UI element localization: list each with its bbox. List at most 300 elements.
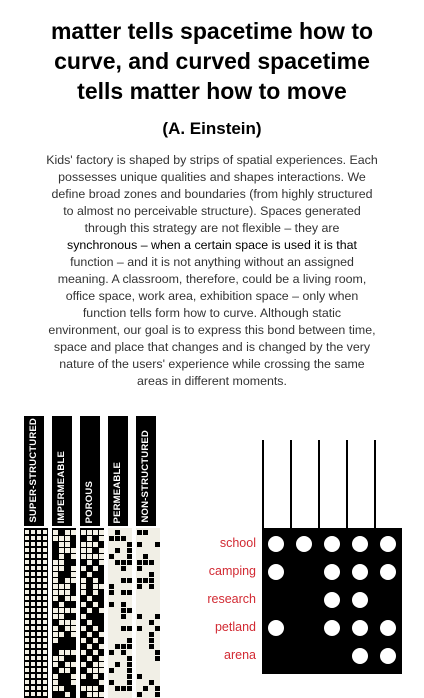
- strip-cell: [53, 536, 58, 541]
- strip-cell: [31, 674, 35, 678]
- strip-cell: [37, 620, 41, 624]
- strip-cell: [53, 626, 58, 631]
- strip-cell: [25, 572, 29, 576]
- strip-cell: [71, 680, 76, 685]
- strip-cell: [81, 614, 86, 619]
- body-paragraph: [10, 152, 414, 390]
- strip-cell: [121, 602, 126, 607]
- matrix-row-label: petland: [214, 620, 256, 634]
- strip-cell: [37, 632, 41, 636]
- strip-cell: [31, 620, 35, 624]
- strip-cell: [43, 572, 47, 576]
- strip-cell: [25, 674, 29, 678]
- strip-cell: [59, 548, 64, 553]
- matrix-dot: [380, 620, 396, 636]
- matrix-row-label: research: [207, 592, 256, 606]
- strip-cell: [149, 560, 154, 565]
- strip-cell: [43, 674, 47, 678]
- strip-cell: [59, 560, 64, 565]
- strip-cell: [65, 530, 70, 535]
- strip-cell: [149, 638, 154, 643]
- strip-cell: [25, 554, 29, 558]
- strip-cell: [59, 584, 64, 589]
- matrix-dot: [324, 620, 340, 636]
- strip-cell: [43, 530, 47, 534]
- strip-cell: [25, 626, 29, 630]
- strip-cell: [65, 548, 70, 553]
- strip-cell: [25, 536, 29, 540]
- body-line: Kids' factory is shaped by strips of spatial experiences. Each: [46, 153, 378, 167]
- strip-cell: [43, 578, 47, 582]
- strip-cell: [37, 668, 41, 672]
- strip-cell: [127, 674, 132, 679]
- strip-cell: [109, 554, 114, 559]
- strip-cell: [25, 668, 29, 672]
- strip-cell: [25, 548, 29, 552]
- matrix-dot: [380, 536, 396, 552]
- strip-cell: [93, 554, 98, 559]
- column-divider: [374, 440, 376, 528]
- matrix-dot: [352, 620, 368, 636]
- strip-cell: [99, 560, 104, 565]
- body-line: meaning. A classroom, therefore, could be a living room,: [57, 272, 367, 286]
- strip-cell: [37, 638, 41, 642]
- strip-cell: [37, 554, 41, 558]
- strip-cell: [115, 536, 120, 541]
- strip-cell: [43, 554, 47, 558]
- strip-cell: [127, 686, 132, 691]
- quote-author: (A. Einstein): [162, 119, 262, 138]
- matrix-dot: [352, 536, 368, 552]
- strip-cell: [31, 548, 35, 552]
- strip-cell: [81, 650, 86, 655]
- strip-cell: [87, 572, 92, 577]
- strip-cell: [43, 566, 47, 570]
- strip-cell: [149, 620, 154, 625]
- strip-cell: [37, 530, 41, 534]
- strip-cell: [59, 536, 64, 541]
- strip-cell: [31, 530, 35, 534]
- matrix-dot: [268, 564, 284, 580]
- strip-cell: [87, 536, 92, 541]
- strip-cell: [87, 632, 92, 637]
- body-line: space and place that changes and is changed by the very: [53, 340, 371, 354]
- body-line: environment, our goal is to express this bond between time,: [48, 323, 376, 337]
- strip-cell: [37, 650, 41, 654]
- strip-cell: [155, 614, 160, 619]
- strip-cell: [43, 692, 47, 696]
- strip-cell: [99, 530, 104, 535]
- strip-cell: [155, 626, 160, 631]
- strip-cell: [149, 644, 154, 649]
- strip-cell: [43, 614, 47, 618]
- strip-cell: [31, 560, 35, 564]
- strip-cell: [99, 644, 104, 649]
- strip-cell: [127, 680, 132, 685]
- strip-cell: [127, 668, 132, 673]
- strip-cell: [31, 536, 35, 540]
- strip-cell: [31, 638, 35, 642]
- strip-cell: [137, 626, 142, 631]
- strip-cell: [109, 590, 114, 595]
- strip-cell: [127, 560, 132, 565]
- strip-cell: [71, 530, 76, 535]
- strip-cell: [53, 530, 58, 535]
- strip-cell: [109, 650, 114, 655]
- strip-cell: [81, 674, 86, 679]
- strip-cell: [121, 686, 126, 691]
- strip-cell: [109, 584, 114, 589]
- strip-cell: [93, 602, 98, 607]
- strip-cell: [37, 566, 41, 570]
- strip-cell: [53, 578, 58, 583]
- strip-cell: [53, 686, 58, 691]
- strip-cell: [31, 632, 35, 636]
- strip-cell: [59, 632, 64, 637]
- column-divider: [262, 440, 264, 528]
- strip-cell: [59, 656, 64, 661]
- strip-cell: [25, 644, 29, 648]
- matrix-dot: [380, 564, 396, 580]
- strip-cell: [99, 608, 104, 613]
- strip-cell: [93, 530, 98, 535]
- strip-cell: [25, 602, 29, 606]
- strip-cell: [115, 686, 120, 691]
- strip-background: [24, 528, 48, 698]
- strip-cell: [25, 608, 29, 612]
- strip-cell: [25, 692, 29, 696]
- strip-cell: [25, 596, 29, 600]
- strip-label: POROUS: [84, 480, 95, 523]
- strip-cell: [71, 572, 76, 577]
- strip-cell: [53, 584, 58, 589]
- strip-cell: [31, 680, 35, 684]
- matrix-dot: [296, 536, 312, 552]
- strip-cell: [71, 674, 76, 679]
- strip-cell: [93, 674, 98, 679]
- strip-cell: [43, 644, 47, 648]
- strip-cell: [155, 692, 160, 697]
- strip-cell: [31, 572, 35, 576]
- body-line: office space, work area, exhibition space – only when: [65, 289, 359, 303]
- strip-cell: [149, 632, 154, 637]
- strip-cell: [81, 566, 86, 571]
- strip-cell: [59, 668, 64, 673]
- matrix-dot: [324, 592, 340, 608]
- matrix-dot: [380, 648, 396, 664]
- strip-cell: [93, 686, 98, 691]
- strip-cell: [43, 542, 47, 546]
- strip-cell: [115, 530, 120, 535]
- strip-cell: [37, 644, 41, 648]
- strip-cell: [53, 596, 58, 601]
- strip-cell: [93, 662, 98, 667]
- strip-cell: [31, 542, 35, 546]
- strip-cell: [81, 578, 86, 583]
- strip-cell: [37, 614, 41, 618]
- matrix-row-label: arena: [224, 648, 256, 662]
- strip-cell: [109, 602, 114, 607]
- strip-cell: [137, 692, 142, 697]
- strip-cell: [143, 686, 148, 691]
- strip-cell: [127, 542, 132, 547]
- strip-cell: [143, 560, 148, 565]
- strip-cell: [87, 620, 92, 625]
- body-line: to almost no perceivable structure). Spaces generated: [63, 204, 361, 218]
- strip-cell: [93, 668, 98, 673]
- strip-cell: [53, 560, 58, 565]
- strip-cell: [31, 686, 35, 690]
- strip-cell: [71, 596, 76, 601]
- strip-cell: [87, 692, 92, 697]
- strip-cell: [37, 692, 41, 696]
- matrix-dot: [268, 536, 284, 552]
- strip-cell: [25, 584, 29, 588]
- strip-cell: [137, 578, 142, 583]
- strip-cell: [65, 584, 70, 589]
- strip-cell: [87, 608, 92, 613]
- strip-cell: [87, 656, 92, 661]
- strip-header: [24, 416, 44, 526]
- body-line: synchronous – when a certain space is used it is that: [67, 238, 357, 252]
- strip-header: [52, 416, 72, 526]
- strip-cell: [31, 554, 35, 558]
- strip-cell: [53, 608, 58, 613]
- strip-cell: [31, 668, 35, 672]
- strip-cell: [81, 548, 86, 553]
- strip-cell: [121, 566, 126, 571]
- strip-header: [108, 416, 128, 526]
- strip-cell: [87, 542, 92, 547]
- body-line: function tells form how to curve. Although static: [82, 306, 342, 320]
- column-divider: [318, 440, 320, 528]
- strip-cell: [43, 620, 47, 624]
- strip-cell: [25, 620, 29, 624]
- strip-cell: [25, 632, 29, 636]
- strip-cell: [87, 668, 92, 673]
- strip-cell: [99, 656, 104, 661]
- strip-cell: [59, 554, 64, 559]
- strip-cell: [59, 542, 64, 547]
- strip-cell: [93, 650, 98, 655]
- strip-cell: [149, 578, 154, 583]
- strip-cell: [37, 656, 41, 660]
- strip-label: IMPERMEABLE: [56, 450, 67, 523]
- strip-cell: [53, 566, 58, 571]
- body-line: areas in different moments.: [137, 374, 287, 388]
- matrix-dot: [324, 536, 340, 552]
- strip-cell: [31, 644, 35, 648]
- strip-label: NON-STRUCTURED: [140, 430, 151, 523]
- quote-line: tells matter how to move: [77, 78, 347, 104]
- strip-cell: [109, 668, 114, 673]
- strip-cell: [65, 692, 70, 697]
- strip-cell: [43, 656, 47, 660]
- strip-cell: [25, 566, 29, 570]
- strip-cell: [37, 596, 41, 600]
- strip-cell: [53, 614, 58, 619]
- strip-cell: [155, 656, 160, 661]
- strip-cell: [65, 536, 70, 541]
- strip-cell: [121, 644, 126, 649]
- strip-cell: [155, 650, 160, 655]
- strip-cell: [37, 536, 41, 540]
- strip-cell: [71, 548, 76, 553]
- strip-cell: [25, 686, 29, 690]
- strip-cell: [37, 548, 41, 552]
- strip-cell: [25, 650, 29, 654]
- strip-cell: [127, 578, 132, 583]
- strip-cell: [37, 626, 41, 630]
- strip-cell: [59, 590, 64, 595]
- strip-cell: [99, 662, 104, 667]
- strip-cell: [99, 584, 104, 589]
- body-line: function – and it is not anything without an assigned: [70, 255, 354, 269]
- strip-cell: [53, 662, 58, 667]
- strip-cell: [71, 632, 76, 637]
- strip-cell: [37, 608, 41, 612]
- matrix-row-label: camping: [208, 564, 256, 578]
- strip-cell: [59, 620, 64, 625]
- strip-cell: [71, 620, 76, 625]
- strip-cell: [43, 632, 47, 636]
- strip-cell: [93, 626, 98, 631]
- strip-cell: [109, 680, 114, 685]
- strip-header: [136, 416, 156, 526]
- strip-cell: [65, 626, 70, 631]
- strip-cell: [99, 536, 104, 541]
- matrix-dot: [268, 620, 284, 636]
- strip-cell: [87, 596, 92, 601]
- strip-cell: [37, 584, 41, 588]
- strip-cell: [115, 662, 120, 667]
- strip-cell: [37, 578, 41, 582]
- strip-cell: [99, 680, 104, 685]
- strip-cell: [127, 590, 132, 595]
- strip-cell: [81, 554, 86, 559]
- strip-cell: [137, 584, 142, 589]
- strip-cell: [93, 578, 98, 583]
- strip-label: SUPER-STRUCTURED: [28, 418, 39, 523]
- strip-cell: [53, 674, 58, 679]
- strip-cell: [99, 632, 104, 637]
- strip-cell: [149, 584, 154, 589]
- strip-cell: [137, 560, 142, 565]
- strip-cell: [43, 662, 47, 666]
- strip-cell: [81, 590, 86, 595]
- strip-cell: [143, 530, 148, 535]
- strip-cell: [31, 602, 35, 606]
- strip-cell: [127, 638, 132, 643]
- strip-cell: [121, 560, 126, 565]
- strip-cell: [127, 608, 132, 613]
- strip-cell: [43, 584, 47, 588]
- strip-cell: [71, 566, 76, 571]
- strip-cell: [65, 668, 70, 673]
- strip-cell: [99, 554, 104, 559]
- strip-background: [136, 528, 160, 698]
- strip-cell: [37, 542, 41, 546]
- body-line: nature of the users' experience while crossing the same: [59, 357, 365, 371]
- strip-label: PERMEABLE: [112, 461, 123, 523]
- strip-cell: [65, 542, 70, 547]
- strip-header: [80, 416, 100, 526]
- strip-cell: [43, 548, 47, 552]
- strip-cell: [25, 656, 29, 660]
- strip-cell: [137, 530, 142, 535]
- matrix-dot: [352, 592, 368, 608]
- strip-cell: [71, 650, 76, 655]
- column-divider: [290, 440, 292, 528]
- strip-cell: [65, 578, 70, 583]
- strip-cell: [37, 662, 41, 666]
- strip-cell: [121, 650, 126, 655]
- strip-cell: [25, 590, 29, 594]
- strip-cell: [71, 554, 76, 559]
- strip-cell: [93, 692, 98, 697]
- strip-cell: [31, 608, 35, 612]
- strip-cell: [99, 692, 104, 697]
- strip-cell: [43, 650, 47, 654]
- strip-cell: [25, 560, 29, 564]
- strip-cell: [31, 596, 35, 600]
- strip-cell: [25, 638, 29, 642]
- strip-cell: [53, 632, 58, 637]
- strip-cell: [137, 566, 142, 571]
- strip-cell: [37, 686, 41, 690]
- matrix-dot: [352, 564, 368, 580]
- matrix-dot: [324, 564, 340, 580]
- strip-cell: [121, 626, 126, 631]
- strip-cell: [37, 572, 41, 576]
- strip-cell: [43, 668, 47, 672]
- strip-cell: [127, 548, 132, 553]
- quote-line: matter tells spacetime how to: [50, 18, 374, 44]
- strip-cell: [31, 578, 35, 582]
- strip-cell: [155, 542, 160, 547]
- strip-cell: [127, 656, 132, 661]
- matrix-row-label: school: [219, 536, 256, 550]
- quote-line: curve, and curved spacetime: [54, 48, 370, 74]
- strip-cell: [65, 596, 70, 601]
- strip-cell: [31, 650, 35, 654]
- strip-cell: [31, 566, 35, 570]
- quote-title: [10, 16, 414, 106]
- body-line: define broad zones and boundaries (from highly structured: [51, 187, 373, 201]
- strip-cell: [31, 656, 35, 660]
- strip-cell: [53, 590, 58, 595]
- strip-cell: [87, 560, 92, 565]
- strip-cell: [71, 608, 76, 613]
- strip-cell: [37, 674, 41, 678]
- strip-cell: [127, 644, 132, 649]
- strip-cell: [127, 554, 132, 559]
- strip-cell: [43, 608, 47, 612]
- strip-cell: [53, 572, 58, 577]
- strip-cell: [121, 536, 126, 541]
- strip-cell: [143, 554, 148, 559]
- strip-cell: [25, 680, 29, 684]
- strip-cell: [37, 560, 41, 564]
- strip-cell: [53, 638, 58, 643]
- strip-cell: [43, 626, 47, 630]
- matrix-dot: [352, 648, 368, 664]
- strip-cell: [109, 536, 114, 541]
- strip-pattern-graphic: [24, 528, 164, 698]
- strip-cell: [149, 680, 154, 685]
- strip-cell: [93, 584, 98, 589]
- strip-cell: [87, 548, 92, 553]
